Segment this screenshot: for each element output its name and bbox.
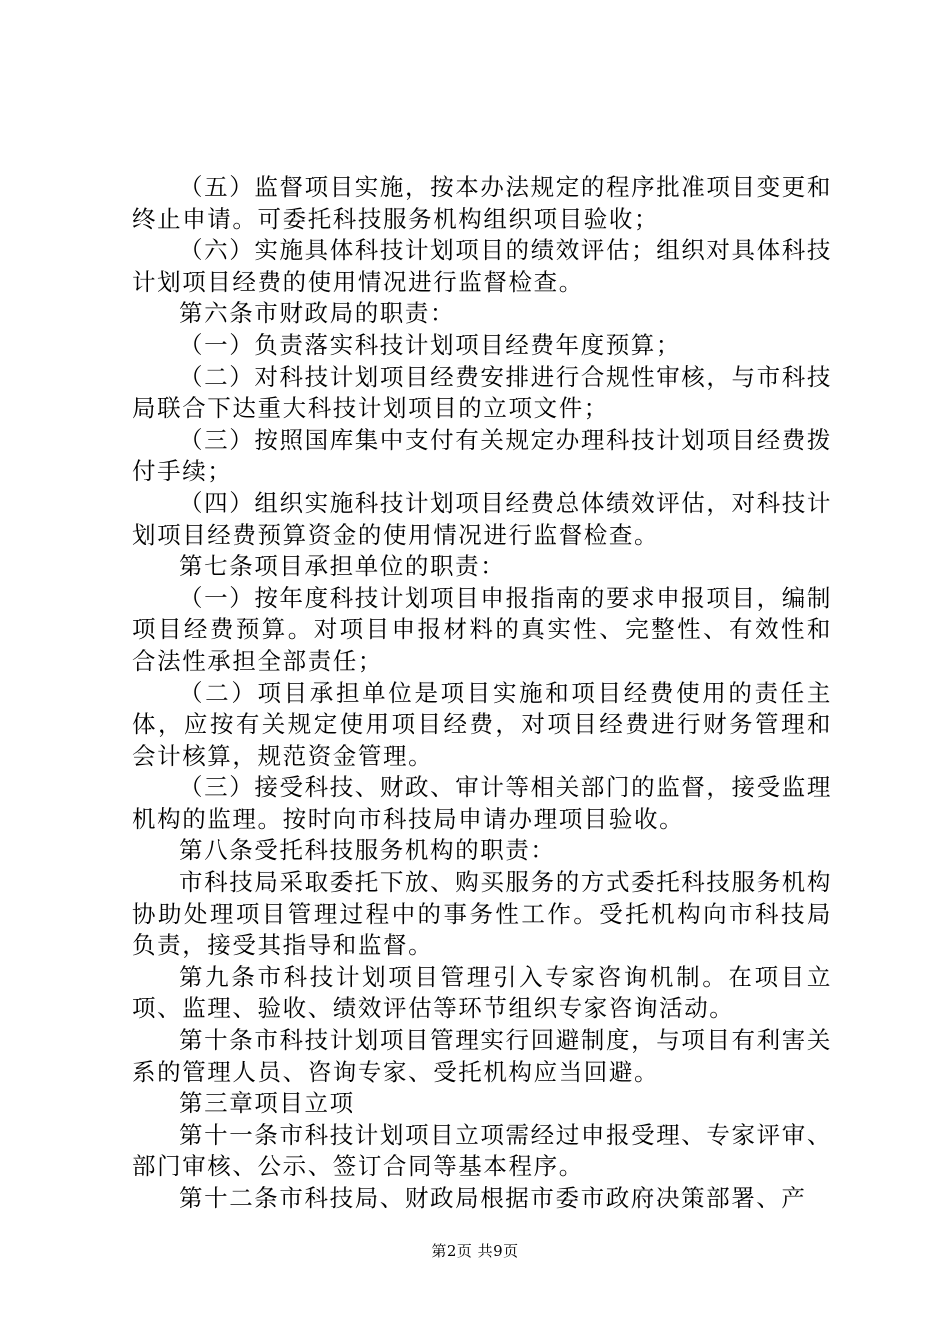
paragraph-1: （五）监督项目实施，按本办法规定的程序批准项目变更和终止申请。可委托科技服务机构组织项目验收；	[132, 173, 832, 233]
paragraph-2: （六）实施具体科技计划项目的绩效评估；组织对具体科技计划项目经费的使用情况进行监督检查。	[132, 236, 832, 296]
page-number-footer: 第2页 共9页	[431, 1242, 519, 1260]
document-body	[132, 172, 832, 1215]
paragraph-6: （三）按照国库集中支付有关规定办理科技计划项目经费拨付手续；	[132, 425, 832, 486]
paragraph-12: 第八条受托科技服务机构的职责：	[179, 836, 556, 865]
paragraph-3: 第六条市财政局的职责：	[179, 299, 456, 328]
paragraph-8: 第七条项目承担单位的职责：	[179, 552, 506, 581]
paragraph-10: （二）项目承担单位是项目实施和项目经费使用的责任主体，应按有关规定使用项目经费，对项目经费进行财务管理和会计核算，规范资金管理。	[132, 678, 832, 770]
paragraph-7: （四）组织实施科技计划项目经费总体绩效评估，对科技计划项目经费预算资金的使用情况进行监督检查。	[132, 488, 832, 549]
paragraph-9: （一）按年度科技计划项目申报指南的要求申报项目，编制项目经费预算。对项目申报材料的真实性、完整性、有效性和合法性承担全部责任；	[132, 583, 832, 675]
paragraph-4: （一）负责落实科技计划项目经费年度预算；	[179, 330, 681, 359]
paragraph-5: （二）对科技计划项目经费安排进行合规性审核，与市科技局联合下达重大科技计划项目的立项文件；	[132, 362, 832, 423]
paragraph-11: （三）接受科技、财政、审计等相关部门的监督，接受监理机构的监理。按时向市科技局申请办理项目验收。	[132, 773, 832, 833]
paragraph-13: 市科技局采取委托下放、购买服务的方式委托科技服务机构协助处理项目管理过程中的事务性工作。受托机构向市科技局负责，接受其指导和监督。	[132, 868, 832, 960]
paragraph-16: 第三章项目立项	[179, 1089, 355, 1118]
paragraph-17: 第十一条市科技计划项目立项需经过申报受理、专家评审、部门审核、公示、签订合同等基本程序。	[132, 1120, 832, 1181]
paragraph-15: 第十条市科技计划项目管理实行回避制度，与项目有利害关系的管理人员、咨询专家、受托机构应当回避。	[132, 1026, 832, 1086]
paragraph-14: 第九条市科技计划项目管理引入专家咨询机制。在项目立项、监理、验收、绩效评估等环节组织专家咨询活动。	[132, 962, 832, 1023]
paragraph-18: 第十二条市科技局、财政局根据市委市政府决策部署、产	[179, 1184, 807, 1212]
